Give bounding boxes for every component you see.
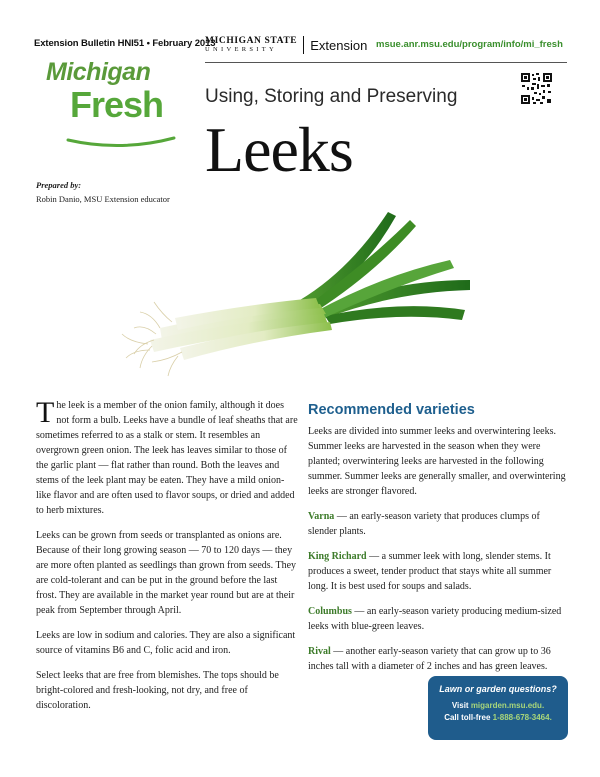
variety-item	[308, 644, 568, 674]
help-visit-link[interactable]: migarden.msu.edu.	[470, 701, 545, 710]
varieties-intro: Leeks are divided into summer leeks and overwintering leeks. Summer leeks are harvested in the season when they were planted; overwintering leeks are harvested in the following summer. Summer leeks are generally smaller, and overwintering leeks are stronger flavored.	[308, 426, 566, 497]
prepared-by-label: Prepared by:	[36, 180, 82, 190]
intro-column	[36, 398, 298, 723]
msu-wordmark-line1: MICHIGAN STATE	[205, 36, 298, 46]
intro-paragraph-4: Select leeks that are free from blemishes. The tops should be bright-colored and fresh-looking, not dry, and free of discoloration.	[36, 670, 279, 711]
variety-name: Varna	[308, 511, 335, 522]
intro-paragraph-1-text: he leek is a member of the onion family, although it does not form a bulb. Leeks have a bundle of leaf sheaths that are sometimes referred to as a stalk or stem. It resembles an overgrown green onion. The leek has leaves similar to those of the garlic plant — flat rather than round. Both the leaves and stems of the leek plant may be eaten. They have a mild onion-like flavor and are often used to flavor soups, or dried and added to herb mixtures.	[36, 400, 298, 516]
logo-fresh-text: Fresh	[70, 84, 164, 125]
logo-michigan-text: Michigan	[46, 58, 151, 86]
logo-swoosh-icon	[66, 136, 176, 150]
variety-description: — another early-season variety that can grow up to 36 inches tall with a diameter of 2 inches and has green leaves.	[308, 646, 551, 672]
drop-cap: T	[36, 396, 55, 429]
extension-label: Extension	[310, 37, 368, 53]
page-title: Leeks	[205, 114, 353, 185]
author-credit: Robin Danio, MSU Extension educator	[36, 194, 170, 204]
logo-divider	[303, 36, 304, 54]
page-subtitle: Using, Storing and Preserving	[205, 86, 458, 107]
variety-description: — an early-season variety that produces clumps of slender plants.	[308, 511, 540, 537]
msu-wordmark-line2: UNIVERSITY	[205, 46, 277, 53]
msu-extension-logo	[205, 36, 367, 54]
variety-name: King Richard	[308, 551, 367, 562]
help-question: Lawn or garden questions?	[439, 684, 557, 694]
variety-description: — a summer leek with long, slender stems. It produces a sweet, tender product that stays white all summer long. It is best used for soups and salads.	[308, 551, 552, 592]
variety-item	[308, 549, 568, 594]
variety-item	[308, 604, 568, 634]
intro-paragraph-3: Leeks are low in sodium and calories. They are also a significant source of vitamins B6 and C, folic acid and iron.	[36, 630, 296, 656]
variety-item	[308, 509, 568, 539]
qr-code-icon[interactable]	[520, 72, 553, 105]
help-phone-link[interactable]: 1-888-678-3464.	[492, 713, 552, 722]
header-rule	[205, 62, 567, 63]
garden-help-box	[428, 676, 568, 740]
bulletin-info: Extension Bulletin HNI51 • February 2013	[34, 38, 216, 49]
variety-description: — an early-season variety producing medium-sized leeks with blue-green leaves.	[308, 606, 562, 632]
help-visit-line	[428, 700, 568, 712]
intro-paragraph-1	[36, 398, 298, 518]
varieties-heading: Recommended varieties	[308, 402, 475, 418]
varieties-column	[308, 402, 568, 684]
help-call-label: Call toll-free	[444, 713, 493, 722]
variety-name: Columbus	[308, 606, 352, 617]
msu-wordmark	[205, 36, 297, 54]
leeks-photo	[120, 200, 480, 380]
help-call-line	[428, 712, 568, 724]
intro-paragraph-2: Leeks can be grown from seeds or transplanted as onions are. Because of their long growing season — 70 to 120 days — they are more often planted as seedlings than grown from seeds. They are cold-tolerant and can be put in the ground before the last frost. They are available in the market year round but are at their peak from September through April.	[36, 530, 297, 616]
program-url[interactable]: msue.anr.msu.edu/program/info/mi_fresh	[376, 39, 563, 50]
michigan-fresh-logo	[36, 58, 196, 158]
help-visit-label: Visit	[451, 701, 471, 710]
variety-name: Rival	[308, 646, 331, 657]
